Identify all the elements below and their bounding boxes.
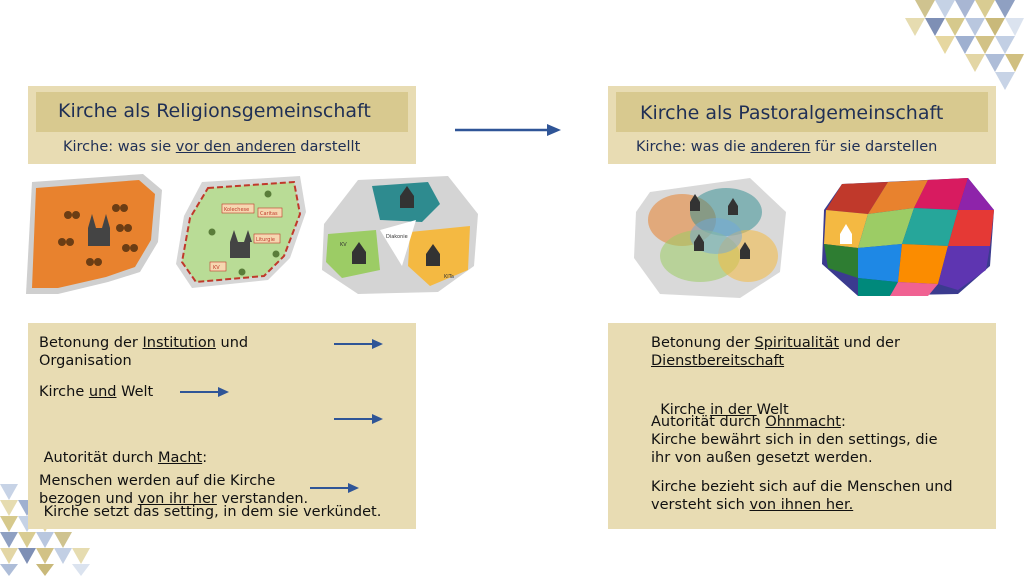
right-point-2-post: Welt	[756, 402, 789, 418]
left-point-4-line2-post: verstanden.	[216, 491, 309, 507]
left-subtitle-post: darstellt	[295, 139, 361, 155]
right-point-3	[651, 413, 938, 467]
map-parish-multi	[318, 174, 482, 296]
right-subtitle	[636, 139, 937, 155]
right-point-4	[651, 478, 953, 514]
left-point-3-underlined: Macht	[157, 450, 203, 466]
left-point-3-line2: Kirche setzt das setting, in dem sie verkündet.	[39, 504, 382, 520]
map-parish-green	[172, 172, 312, 298]
left-point-2-pre: Kirche	[39, 384, 89, 400]
right-point-1-post: und der	[839, 335, 900, 351]
arrow-right-icon	[455, 122, 563, 138]
left-point-2	[39, 383, 153, 401]
left-point-1-line2: Organisation	[39, 353, 132, 369]
right-point-3-underlined: Ohnmacht	[765, 414, 841, 430]
arrow-right-icon	[334, 412, 384, 426]
map3-label-0: KV	[340, 242, 347, 248]
left-subtitle-underlined: vor den anderen	[175, 139, 296, 155]
left-point-4	[39, 472, 308, 508]
right-point-1-underlined: Spiritualität	[754, 335, 840, 351]
right-subtitle-pre: Kirche: was die	[636, 139, 751, 155]
right-subtitle-underlined: anderen	[750, 139, 811, 155]
arrow-right-icon	[180, 385, 230, 399]
right-point-1-pre: Betonung der	[651, 335, 755, 351]
left-point-1-post: und	[215, 335, 249, 351]
left-point-1-pre: Betonung der	[39, 335, 143, 351]
map2-label-2: Liturgie	[256, 237, 275, 243]
right-point-2-underlined: in der	[710, 402, 757, 418]
right-title: Kirche als Pastoralgemeinschaft	[640, 102, 944, 124]
right-point-3-pre: Autorität durch	[651, 414, 766, 430]
right-point-2-pre: Kirche	[660, 402, 711, 418]
map2-label-0: Kolechese	[224, 207, 250, 213]
right-point-3-post: :	[841, 414, 846, 430]
right-point-1	[651, 334, 900, 370]
right-point-4-underlined: von ihnen her.	[749, 497, 854, 513]
map-parish-orange	[18, 170, 166, 302]
left-point-3-pre: Autorität durch	[39, 450, 158, 466]
left-subtitle-pre: Kirche: was sie	[63, 139, 176, 155]
left-point-1-underlined: Institution	[142, 335, 216, 351]
left-subtitle	[63, 139, 360, 155]
arrow-right-icon	[310, 481, 360, 495]
right-point-4-line2-pre: versteht sich	[651, 497, 750, 513]
map2-label-1: Caritas	[260, 211, 278, 217]
arrow-right-icon	[334, 337, 384, 351]
map2-label-3: KV	[213, 265, 220, 271]
left-point-2-underlined: und	[88, 384, 117, 400]
left-point-4-line2-pre: bezogen und	[39, 491, 138, 507]
left-point-1	[39, 334, 339, 370]
left-point-4-line1: Menschen werden auf die Kirche	[39, 473, 276, 489]
right-point-4-line1: Kirche bezieht sich auf die Menschen und	[651, 479, 953, 495]
right-point-3-line2: Kirche bewährt sich in den settings, die	[651, 432, 938, 448]
left-point-3-post: :	[202, 450, 208, 466]
map-pastoral-overlay	[630, 172, 790, 302]
right-subtitle-post: für sie darstellen	[810, 139, 938, 155]
triangle-pattern-top-right	[895, 0, 1024, 95]
left-title: Kirche als Religionsgemeinschaft	[58, 100, 371, 122]
map3-label-1: Diakonie	[386, 234, 408, 240]
left-point-2-post: Welt	[116, 384, 154, 400]
right-point-3-line3: ihr von außen gesetzt werden.	[651, 450, 873, 466]
map3-label-2: KiTa	[444, 274, 454, 280]
map-pastoral-mosaic	[818, 174, 998, 298]
right-point-1-line2-underlined: Dienstbereitschaft	[651, 353, 785, 369]
left-point-4-underlined: von ihr her	[137, 491, 217, 507]
